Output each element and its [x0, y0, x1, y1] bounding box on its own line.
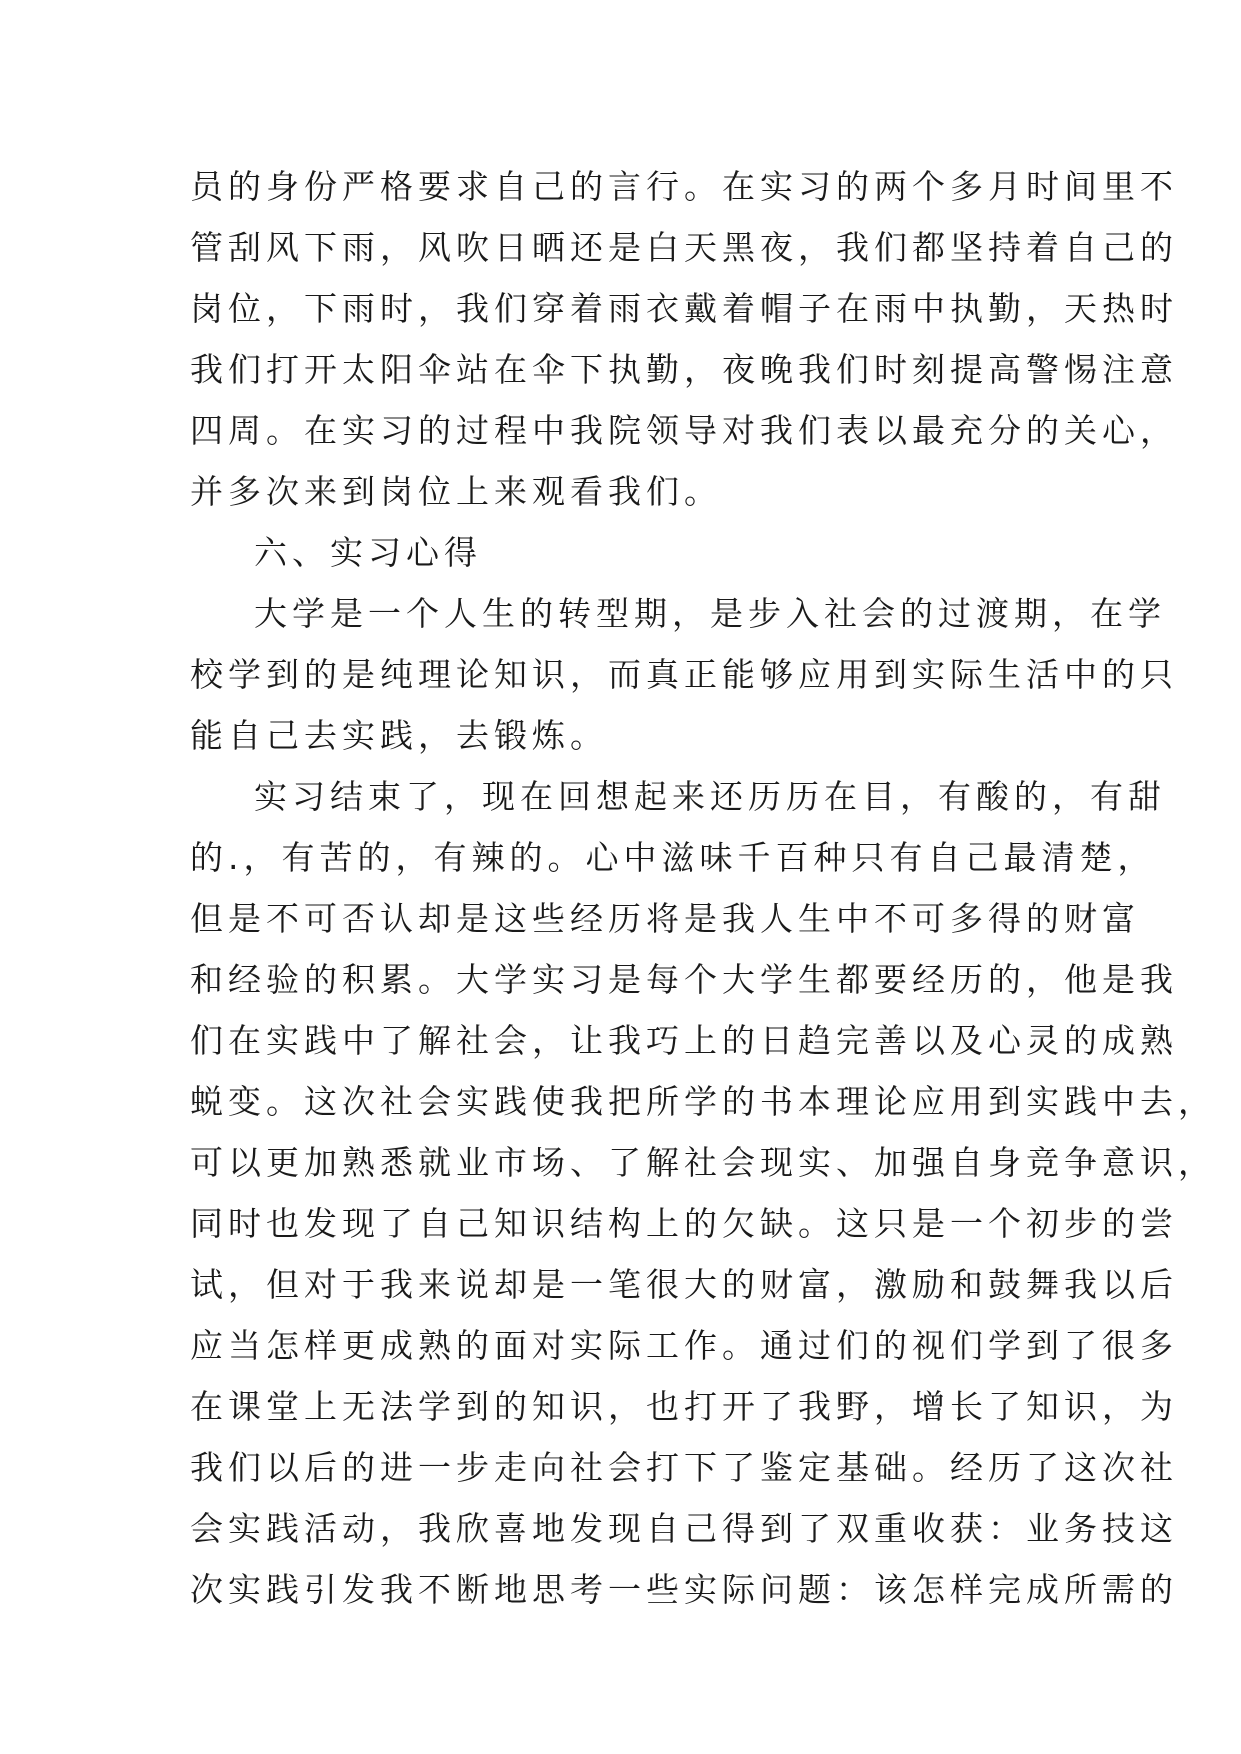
text-line: 岗位，下雨时，我们穿着雨衣戴着帽子在雨中执勤，天热时: [190, 289, 1178, 328]
text-line: 可以更加熟悉就业市场、了解社会现实、加强自身竞争意识，: [190, 1143, 1216, 1182]
text-line: 大学是一个人生的转型期，是步入社会的过渡期，在学: [254, 594, 1166, 633]
text-line: 的.，有苦的，有辣的。心中滋味千百种只有自己最清楚，: [190, 838, 1156, 877]
text-line: 我们打开太阳伞站在伞下执勤，夜晚我们时刻提高警惕注意: [190, 350, 1178, 389]
body-text: [190, 156, 1216, 1620]
text-line: 并多次来到岗位上来观看我们。: [190, 472, 722, 511]
text-line: 在课堂上无法学到的知识，也打开了我野，增长了知识，为: [190, 1387, 1178, 1426]
text-line: 员的身份严格要求自己的言行。在实习的两个多月时间里不: [190, 167, 1178, 206]
text-line: 能自己去实践，去锻炼。: [190, 716, 608, 755]
text-line: 实习结束了，现在回想起来还历历在目，有酸的，有甜: [254, 777, 1166, 816]
text-line: 同时也发现了自己知识结构上的欠缺。这只是一个初步的尝: [190, 1204, 1178, 1243]
text-line: 会实践活动，我欣喜地发现自己得到了双重收获：业务技这: [190, 1509, 1178, 1548]
text-line: 我们以后的进一步走向社会打下了鉴定基础。经历了这次社: [190, 1448, 1178, 1487]
text-line: 次实践引发我不断地思考一些实际问题：该怎样完成所需的: [190, 1570, 1178, 1609]
text-line: 试，但对于我来说却是一笔很大的财富，激励和鼓舞我以后: [190, 1265, 1178, 1304]
text-line: 应当怎样更成熟的面对实际工作。通过们的视们学到了很多: [190, 1326, 1178, 1365]
text-line: 们在实践中了解社会，让我巧上的日趋完善以及心灵的成熟: [190, 1021, 1178, 1060]
text-line: 四周。在实习的过程中我院领导对我们表以最充分的关心，: [190, 411, 1178, 450]
text-line: 六、实习心得: [254, 533, 482, 572]
text-line: 管刮风下雨，风吹日晒还是白天黑夜，我们都坚持着自己的: [190, 228, 1178, 267]
text-line: 校学到的是纯理论知识，而真正能够应用到实际生活中的只: [190, 655, 1178, 694]
text-line: 蜕变。这次社会实践使我把所学的书本理论应用到实践中去，: [190, 1082, 1216, 1121]
text-line: 但是不可否认却是这些经历将是我人生中不可多得的财富: [190, 899, 1140, 938]
text-line: 和经验的积累。大学实习是每个大学生都要经历的，他是我: [190, 960, 1178, 999]
